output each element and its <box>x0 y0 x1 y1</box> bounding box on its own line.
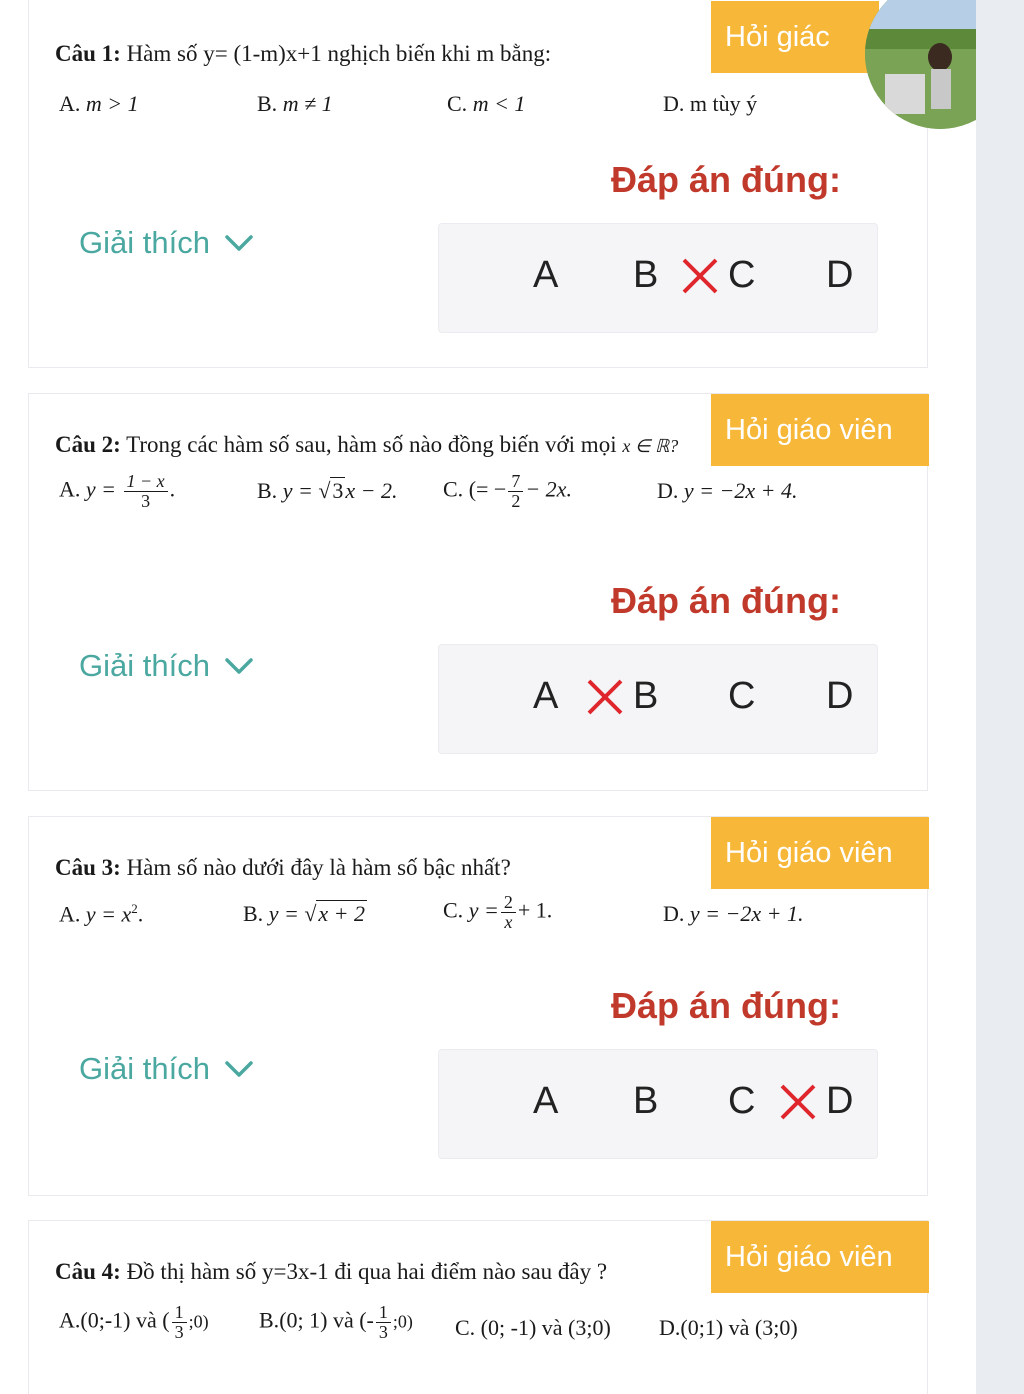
question-card-3 <box>28 816 928 1196</box>
ask-teacher-button-4[interactable]: Hỏi giáo viên <box>711 1221 929 1293</box>
cross-icon <box>778 1082 818 1122</box>
explain-toggle-2[interactable]: Giải thích <box>79 648 254 684</box>
option-1-a: A. m > 1 <box>59 91 139 116</box>
chevron-down-icon <box>224 656 254 676</box>
choice-3-d[interactable]: D <box>826 1080 854 1122</box>
choice-3-a[interactable]: A <box>533 1080 559 1122</box>
option-4-a: A.(0;-1) và ( $\frac{1}{3}$ ;0) <box>59 1302 209 1342</box>
option-1-b: B. m ≠ 1 <box>257 91 333 116</box>
choice-1-b[interactable]: B <box>633 254 659 296</box>
question-3-text <box>55 855 511 881</box>
chevron-down-icon <box>224 1059 254 1079</box>
choice-2-d[interactable]: D <box>826 675 854 717</box>
question-2-label: Câu 2: <box>55 432 121 457</box>
cross-icon <box>680 256 720 296</box>
option-1-d: D. m tùy ý <box>663 91 758 116</box>
option-2-d: D. y = −2x + 4. <box>657 478 798 503</box>
scroll-gutter[interactable] <box>976 0 1024 1394</box>
option-2-c: C. (= − $\frac{7}{2}$ − 2x. <box>443 471 572 511</box>
option-2-a: A. y = $\frac{1 - x}{3}$ . <box>59 471 176 511</box>
option-3-d: D. y = −2x + 1. <box>663 901 804 926</box>
choice-box-2 <box>438 644 878 754</box>
ask-teacher-button-1[interactable]: Hỏi giác <box>711 1 879 73</box>
option-2-b: B. y = √3x − 2. <box>257 478 398 503</box>
option-4-c: C. (0; -1) và (3;0) <box>455 1315 611 1340</box>
question-card-1 <box>28 0 928 368</box>
choice-box-1 <box>438 223 878 333</box>
question-3-label: Câu 3: <box>55 855 121 880</box>
question-1-text <box>55 41 551 67</box>
option-3-c: C. y = $\frac{2}{x}$ + 1. <box>443 892 553 932</box>
choice-1-c[interactable]: C <box>728 254 756 296</box>
choice-2-a[interactable]: A <box>533 675 559 717</box>
answer-title-2: Đáp án đúng: <box>611 580 841 621</box>
choice-3-b[interactable]: B <box>633 1080 659 1122</box>
choice-1-a[interactable]: A <box>533 254 559 296</box>
question-4-body: Đồ thị hàm số y=3x-1 đi qua hai điểm nào sau đây ? <box>126 1259 608 1284</box>
option-3-b: B. y = √x + 2 <box>243 901 366 926</box>
question-3-body: Hàm số nào dưới đây là hàm số bậc nhất? <box>126 855 511 880</box>
choice-3-c[interactable]: C <box>728 1080 756 1122</box>
question-2-text <box>55 432 678 458</box>
explain-toggle-1[interactable]: Giải thích <box>79 225 254 261</box>
question-1-label: Câu 1: <box>55 41 121 66</box>
choice-box-3 <box>438 1049 878 1159</box>
choice-1-d[interactable]: D <box>826 254 854 296</box>
choice-2-b[interactable]: B <box>633 675 659 717</box>
chevron-down-icon <box>224 233 254 253</box>
choice-2-c[interactable]: C <box>728 675 756 717</box>
option-3-a: A. $y = x^2$. <box>59 901 144 927</box>
question-1-body: Hàm số y= (1-m)x+1 nghịch biến khi m bằng: <box>126 41 552 66</box>
answer-title-1: Đáp án đúng: <box>611 159 841 200</box>
question-2-math: x ∈ ℝ? <box>622 436 679 456</box>
question-2-body: Trong các hàm số sau, hàm số nào đồng biến với mọi <box>126 432 617 457</box>
question-card-2 <box>28 393 928 791</box>
answer-title-3: Đáp án đúng: <box>611 985 841 1026</box>
question-4-label: Câu 4: <box>55 1259 121 1284</box>
cross-icon <box>585 677 625 717</box>
question-card-4 <box>28 1220 928 1394</box>
option-4-d: D.(0;1) và (3;0) <box>659 1315 798 1340</box>
ask-teacher-button-3[interactable]: Hỏi giáo viên <box>711 817 929 889</box>
explain-toggle-3[interactable]: Giải thích <box>79 1051 254 1087</box>
ask-teacher-button-2[interactable]: Hỏi giáo viên <box>711 394 929 466</box>
option-1-c: C. m < 1 <box>447 91 526 116</box>
option-4-b: B.(0; 1) và (- $\frac{1}{3}$ ;0) <box>259 1302 413 1342</box>
question-4-text <box>55 1259 607 1285</box>
